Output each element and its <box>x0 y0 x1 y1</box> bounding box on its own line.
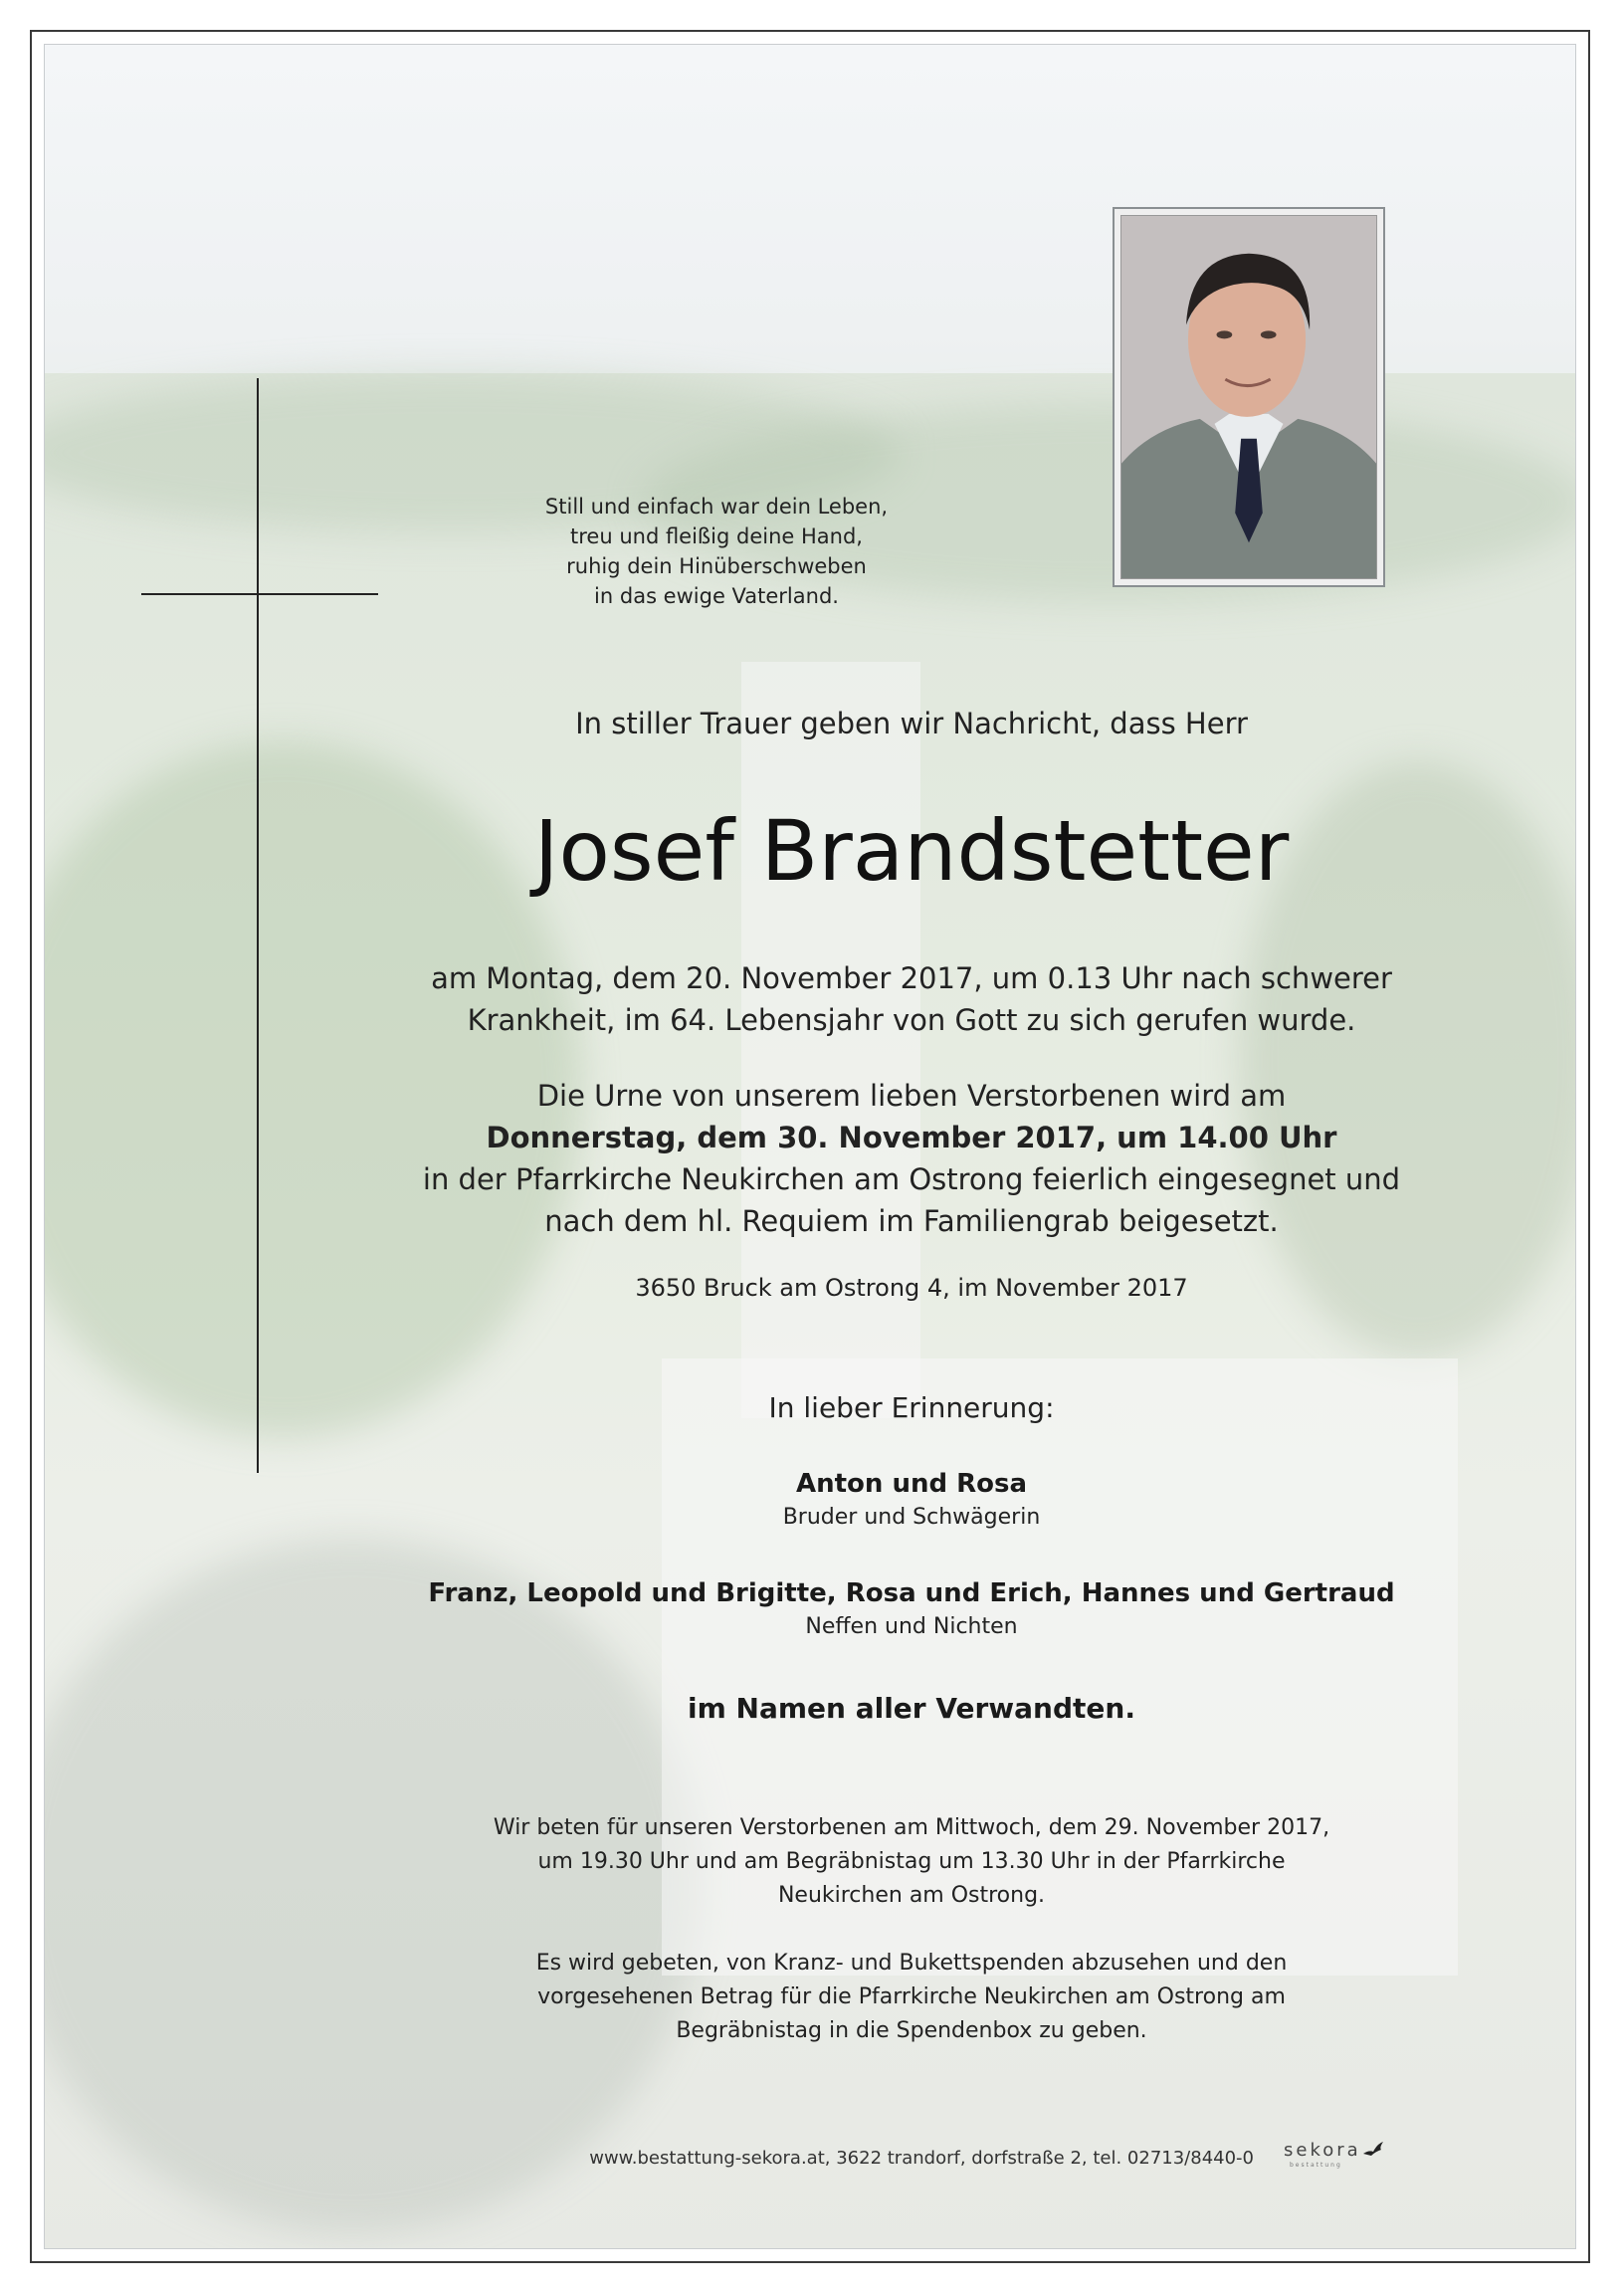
footer-contact: www.bestattung-sekora.at, 3622 trandorf, dorfstraße 2, tel. 02713/8440-0 <box>589 2148 1254 2169</box>
donation-line: Es wird gebeten, von Kranz- und Bukettspenden abzusehen und den <box>535 1951 1288 1976</box>
relative-names: Franz, Leopold und Brigitte, Rosa und Erich, Hannes und Gertraud <box>428 1578 1395 1608</box>
funeral-line: nach dem hl. Requiem im Familiengrab beigesetzt. <box>544 1204 1279 1238</box>
portrait-frame <box>1113 207 1385 587</box>
poem <box>517 492 915 611</box>
poem-line: in das ewige Vaterland. <box>594 584 839 608</box>
intro-text: In stiller Trauer geben wir Nachricht, dass Herr <box>575 707 1248 740</box>
cross-vertical-bar <box>257 378 259 1473</box>
relative-group <box>314 1469 1509 1530</box>
poem-line: Still und einfach war dein Leben, <box>544 495 889 519</box>
place-date: 3650 Bruck am Ostrong 4, im November 2017 <box>635 1274 1188 1302</box>
logo-subtitle: bestattung <box>1290 2162 1342 2169</box>
funeral-notice <box>314 1075 1509 1242</box>
relative-names: Anton und Rosa <box>795 1469 1028 1499</box>
death-line: am Montag, dem 20. November 2017, um 0.13 Uhr nach schwerer <box>431 961 1392 995</box>
prayer-line: um 19.30 Uhr und am Begräbnistag um 13.30 Uhr in der Pfarrkirche <box>537 1849 1286 1874</box>
poem-line: ruhig dein Hinüberschweben <box>566 554 867 578</box>
portrait-photo <box>1120 215 1377 579</box>
poem-line: treu und fleißig deine Hand, <box>570 524 863 548</box>
relative-group <box>314 1578 1509 1639</box>
relative-relation: Neffen und Nichten <box>805 1614 1018 1639</box>
closing-line: im Namen aller Verwandten. <box>688 1692 1135 1725</box>
sekora-logo <box>1284 2140 1383 2176</box>
relative-relation: Bruder und Schwägerin <box>782 1505 1041 1530</box>
prayer-line: Wir beten für unseren Verstorbenen am Mittwoch, dem 29. November 2017, <box>493 1815 1330 1840</box>
bird-icon <box>1361 2140 1385 2160</box>
donation-notice <box>314 1947 1509 2048</box>
cross-horizontal-bar <box>141 593 378 595</box>
logo-text: sekora <box>1284 2140 1361 2161</box>
funeral-line: in der Pfarrkirche Neukirchen am Ostrong feierlich eingesegnet und <box>422 1162 1401 1196</box>
memory-heading: In lieber Erinnerung: <box>768 1391 1055 1424</box>
funeral-date: Donnerstag, dem 30. November 2017, um 14.00 Uhr <box>486 1121 1337 1154</box>
death-notice <box>314 957 1509 1041</box>
donation-line: vorgesehenen Betrag für die Pfarrkirche Neukirchen am Ostrong am <box>537 1984 1286 2009</box>
deceased-name: Josef Brandstetter <box>533 802 1290 900</box>
funeral-line: Die Urne von unserem lieben Verstorbenen wird am <box>536 1079 1287 1113</box>
prayer-notice <box>314 1811 1509 1913</box>
prayer-line: Neukirchen am Ostrong. <box>777 1883 1046 1908</box>
death-line: Krankheit, im 64. Lebensjahr von Gott zu sich gerufen wurde. <box>467 1003 1356 1037</box>
donation-line: Begräbnistag in die Spendenbox zu geben. <box>676 2018 1147 2043</box>
portrait-illustration <box>1121 216 1376 578</box>
